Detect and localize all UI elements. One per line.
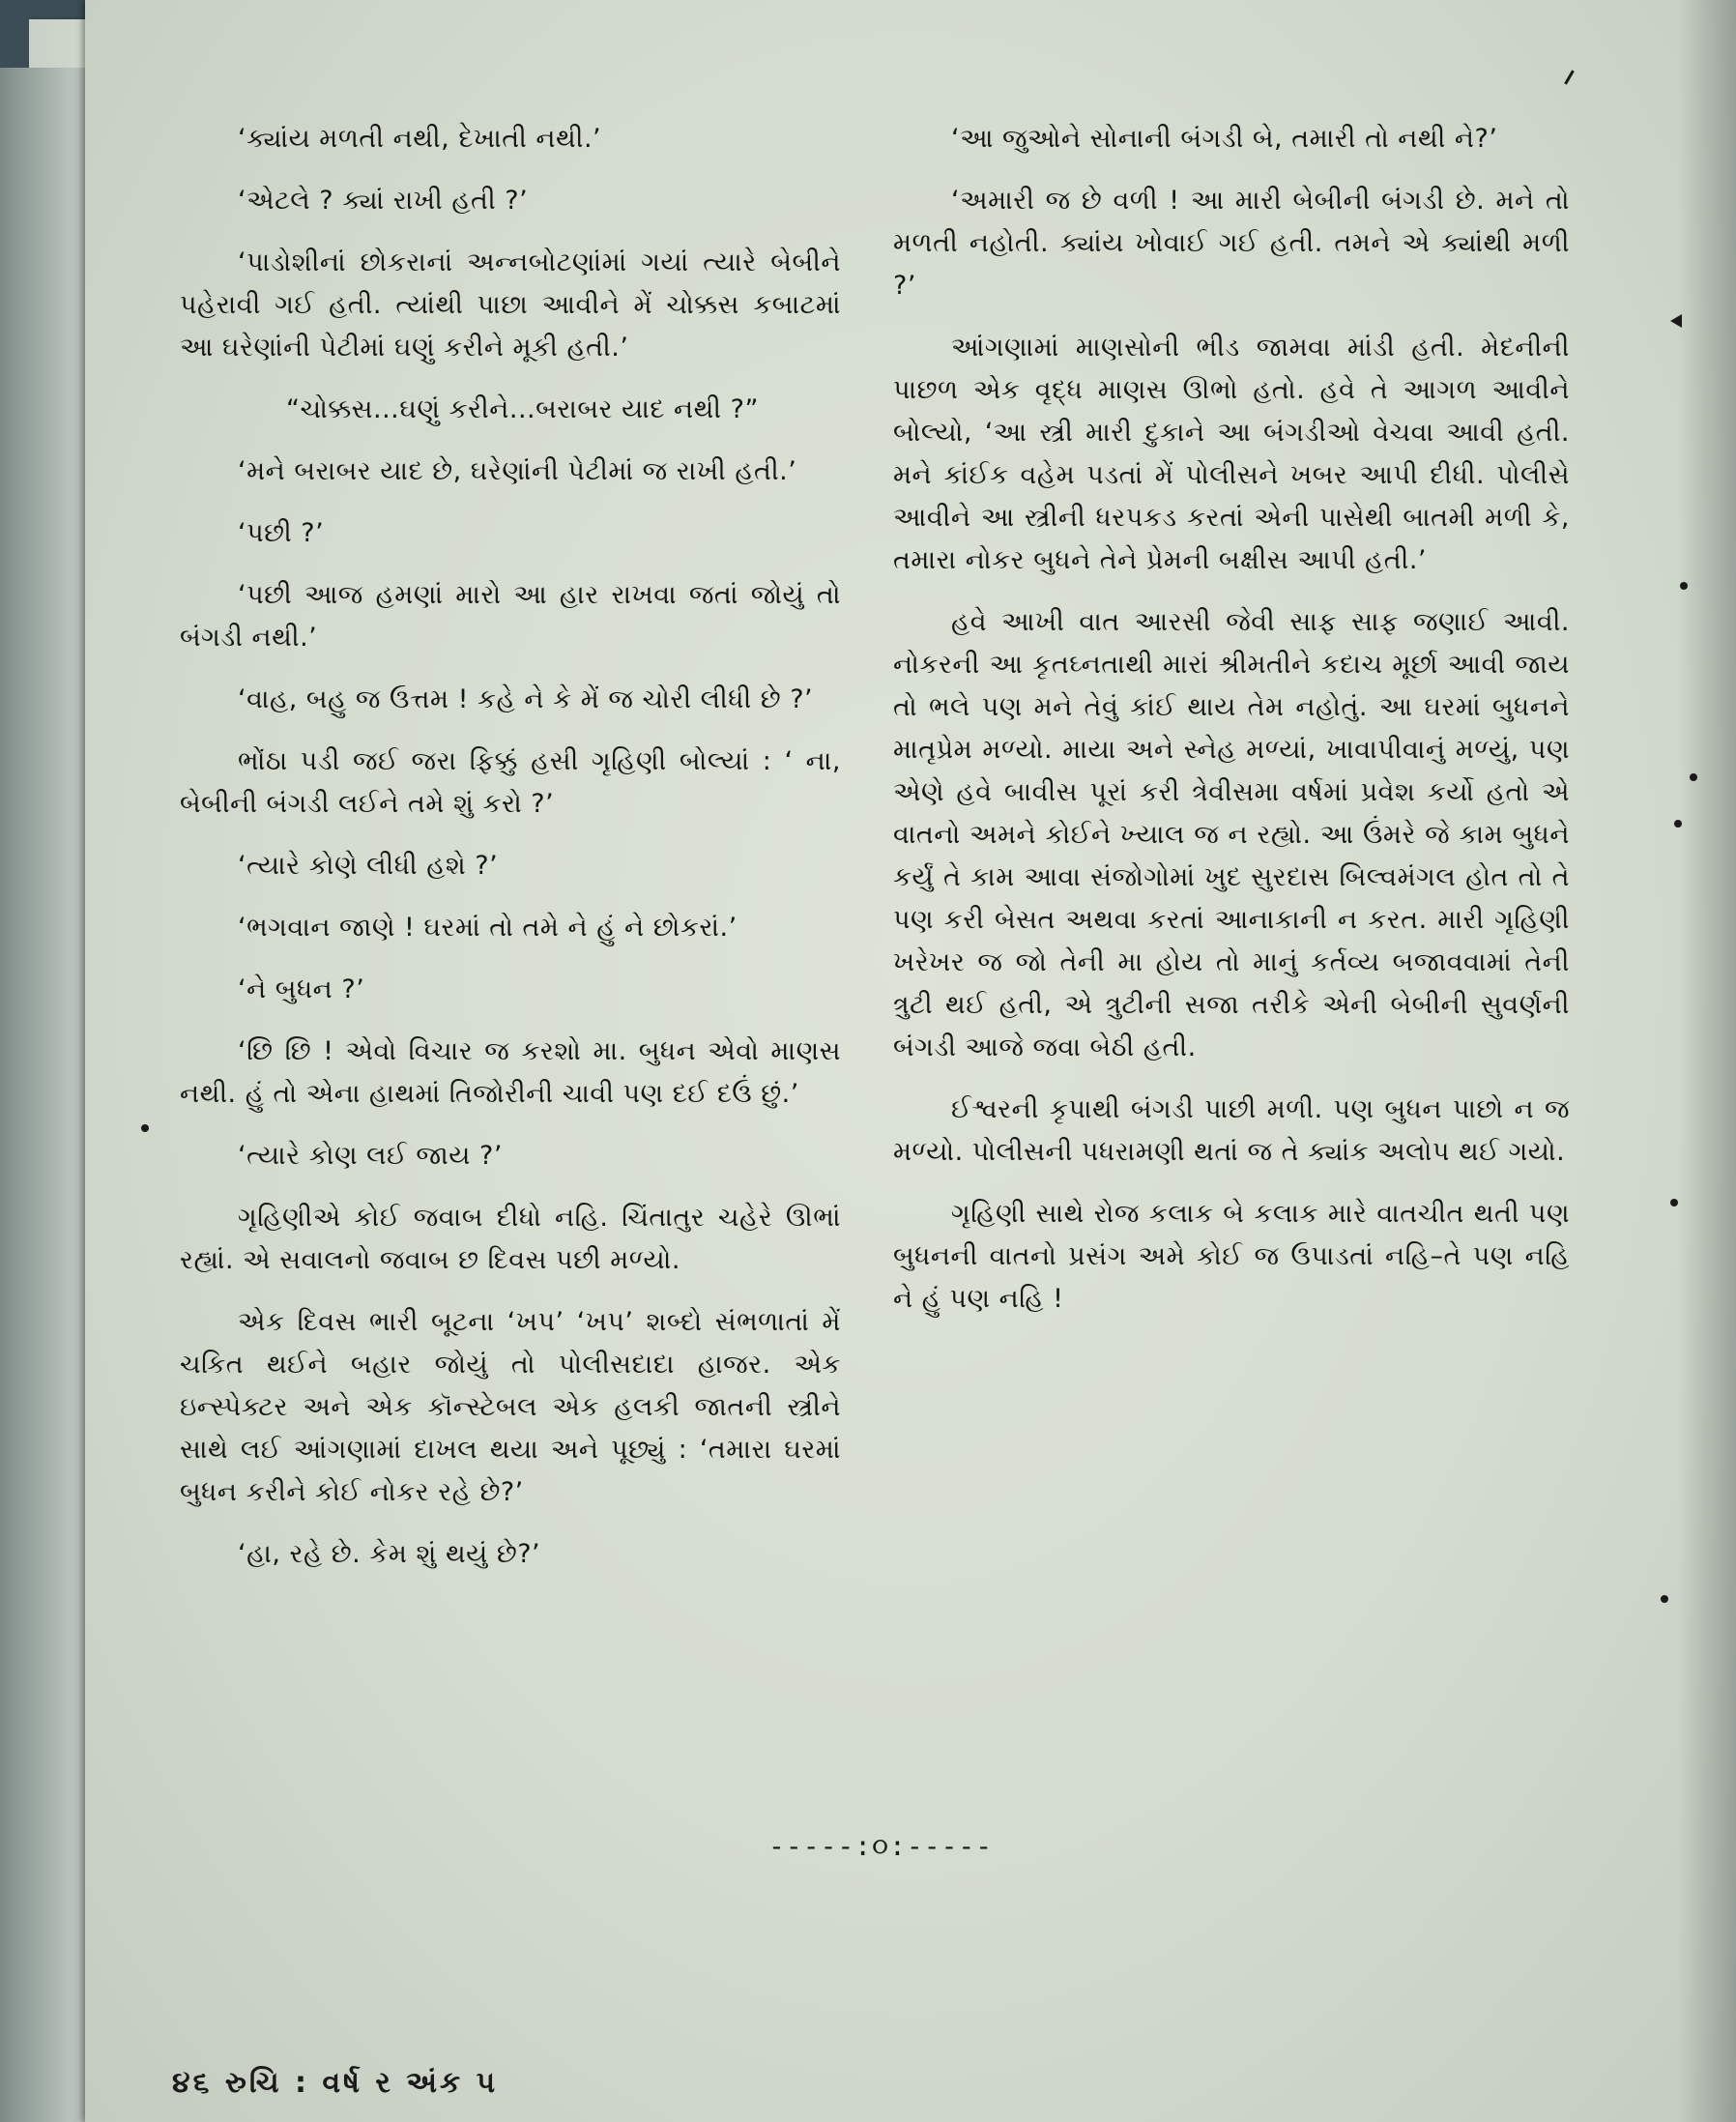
- section-separator: -----:૦:-----: [768, 1830, 994, 1862]
- paragraph: ગૃહિણીએ કોઈ જવાબ દીધો નહિ. ચિંતાતુર ચહેરે ઊભાં રહ્યાં. એ સવાલનો જવાબ છ દિવસ પછી મળ્યો.: [180, 1203, 841, 1275]
- paragraph: આંગણામાં માણસોની ભીડ જામવા માંડી હતી. મેદનીની પાછળ એક વૃદ્ધ માણસ ઊભો હતો. હવે તે આગળ આવીને બોલ્યો, ‘આ સ્ત્રી મારી દુકાને આ બંગડીઓ વેચવા આવી હતી. મને કાંઈક વહેમ પડતાં મેં પોલીસને ખબર આપી દીધી. પોલીસે આવીને આ સ્ત્રીની ધરપકડ કરતાં એની પાસેથી બાતમી મળી કે, તમારા નોકર બુધને તેને પ્રેમની બક્ષીસ આપી હતી.’: [893, 333, 1570, 575]
- right-column: [893, 118, 1570, 1340]
- margin-mark-icon: [1670, 314, 1682, 328]
- paragraph: “ચોક્કસ...ઘણું કરીને...બરાબર યાદ નથી ?”: [286, 394, 759, 424]
- paragraph: એક દિવસ ભારી બૂટના ‘ખપ’ ‘ખપ’ શબ્દો સંભળાતાં મેં ચકિત થઈને બહાર જોયું તો પોલીસદાદા હાજર. એક ઇન્સ્પેક્ટર અને એક કૉન્સ્ટેબલ એક હલકી જાતની સ્ત્રીને સાથે લઈ આંગણામાં દાખલ થયા અને પૂછ્યું : ‘તમારા ઘરમાં બુધન કરીને કોઈ નોકર રહે છે?’: [180, 1307, 841, 1507]
- paragraph: ‘એટલે ? ક્યાં રાખી હતી ?’: [238, 186, 529, 216]
- left-column: [180, 118, 841, 1595]
- paragraph: ઈશ્વરની કૃપાથી બંગડી પાછી મળી. પણ બુધન પાછો ન જ મળ્યો. પોલીસની પધરામણી થતાં જ તે ક્યાંક અલોપ થઈ ગયો.: [893, 1094, 1570, 1167]
- paragraph: ‘પાડોશીનાં છોકરાનાં અન્નબોટણાંમાં ગયાં ત્યારે બેબીને પહેરાવી ગઈ હતી. ત્યાંથી પાછા આવીને મેં ચોક્કસ કબાટમાં આ ઘરેણાંની પેટીમાં ઘણું કરીને મૂકી હતી.’: [180, 247, 841, 363]
- margin-mark-icon: [141, 1124, 149, 1132]
- paragraph: ‘હા, રહે છે. કેમ શું થયું છે?’: [238, 1539, 541, 1569]
- paragraph: ‘ત્યારે કોણે લીધી હશે ?’: [238, 851, 499, 881]
- paragraph: ભોંઠા પડી જઈ જરા ફિક્કું હસી ગૃહિણી બોલ્યાં : ‘ ના, બેબીની બંગડી લઈને તમે શું કરો ?’: [180, 746, 841, 819]
- paragraph: ગૃહિણી સાથે રોજ કલાક બે કલાક મારે વાતચીત થતી પણ બુધનની વાતનો પ્રસંગ અમે કોઈ જ ઉપાડતાં નહિ–તે પણ નહિ ને હું પણ નહિ !: [893, 1199, 1570, 1314]
- margin-mark-icon: [1661, 1595, 1668, 1603]
- paragraph: ‘આ જુઓને સોનાની બંગડી બે, તમારી તો નથી ને?’: [951, 124, 1498, 154]
- paragraph: ‘અમારી જ છે વળી ! આ મારી બેબીની બંગડી છે. મને તો મળતી નહોતી. ક્યાંય ખોવાઈ ગઈ હતી. તમને એ ક્યાંથી મળી ?’: [893, 186, 1570, 301]
- page-edge-shadow: [1678, 0, 1736, 2122]
- page-footer: ૪૬ રુચિ : વર્ષ ર અંક પ: [172, 2066, 499, 2100]
- margin-mark-icon: [1690, 773, 1697, 781]
- paragraph: ‘ત્યારે કોણ લઈ જાય ?’: [238, 1141, 503, 1171]
- paragraph: ‘વાહ, બહુ જ ઉત્તમ ! કહે ને કે મેં જ ચોરી લીધી છે ?’: [238, 684, 814, 714]
- paragraph: હવે આખી વાત આરસી જેવી સાફ સાફ જણાઈ આવી. નોકરની આ કૃતઘ્નતાથી મારાં શ્રીમતીને કદાચ મૂર્છા આવી જાય તો ભલે પણ મને તેવું કાંઈ થાય તેમ નહોતું. આ ઘરમાં બુધનને માતૃપ્રેમ મળ્યો. માયા અને સ્નેહ મળ્યાં, ખાવાપીવાનું મળ્યું, પણ એણે હવે બાવીસ પૂરાં કરી ત્રેવીસમા વર્ષમાં પ્રવેશ કર્યો હતો એ વાતનો અમને કોઈને ખ્યાલ જ ન રહ્યો. આ ઉંમરે જે કામ બુધને કર્યું તે કામ આવા સંજોગોમાં ખુદ સુરદાસ બિલ્વમંગલ હોત તો તે પણ કરી બેસત અથવા કરતાં આનાકાની ન કરત. મારી ગૃહિણી ખરેખર જ જો તેની મા હોય તો માનું કર્તવ્ય બજાવવામાં તેની ત્રુટી થઈ હતી, એ ત્રુટીની સજા તરીકે એની બેબીની સુવર્ણની બંગડી આજે જવા બેઠી હતી.: [893, 607, 1570, 1062]
- paragraph: ‘છિ છિ ! એવો વિચાર જ કરશો મા. બુધન એવો માણસ નથી. હું તો એના હાથમાં તિજોરીની ચાવી પણ દઈ દઉં છું.’: [180, 1036, 841, 1109]
- paragraph: ‘પછી આજ હમણાં મારો આ હાર રાખવા જતાં જોયું તો બંગડી નથી.’: [180, 580, 841, 653]
- margin-mark-icon: [1670, 1199, 1678, 1206]
- paragraph: ‘ક્યાંય મળતી નથી, દેખાતી નથી.’: [238, 124, 602, 154]
- margin-mark-icon: [1680, 582, 1688, 590]
- margin-mark-icon: [1674, 820, 1682, 828]
- paragraph: ‘ને બુધન ?’: [238, 974, 365, 1004]
- paragraph: ‘મને બરાબર યાદ છે, ઘરેણાંની પેટીમાં જ રાખી હતી.’: [238, 456, 797, 486]
- paragraph: ‘પછી ?’: [238, 518, 325, 548]
- paragraph: ‘ભગવાન જાણે ! ઘરમાં તો તમે ને હું ને છોકરાં.’: [238, 913, 738, 943]
